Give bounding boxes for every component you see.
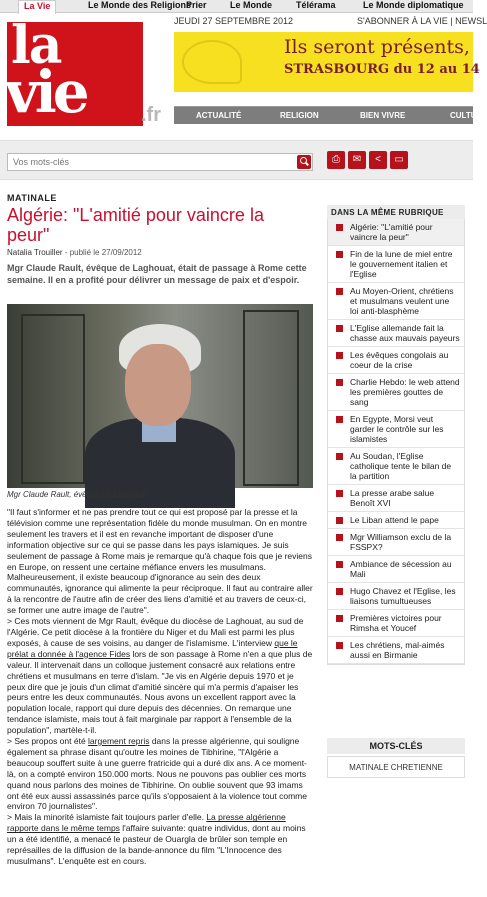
- related-item[interactable]: Fin de la lune de miel entre le gouvernement italien et l'Eglise: [328, 246, 464, 283]
- main-nav: [174, 106, 477, 124]
- related-item[interactable]: Charlie Hebdo: le web attend les premières gouttes de sang: [328, 374, 464, 411]
- nav-bien-vivre[interactable]: BIEN VIVRE: [360, 111, 406, 120]
- photo-caption: Mgr Claude Rault, évêque de Laghouat.: [7, 490, 149, 499]
- la-vie-logo[interactable]: [5, 15, 171, 126]
- related-item[interactable]: Au Soudan, l'Eglise catholique tente le bilan de la partition: [328, 448, 464, 485]
- keyword-tag[interactable]: MATINALE CHRETIENNE: [327, 756, 465, 778]
- banner-leaf-graphic: [182, 40, 242, 84]
- sidebar-heading: DANS LA MÊME RUBRIQUE: [327, 205, 465, 219]
- bullet-icon: [336, 642, 343, 649]
- related-item[interactable]: L'Eglise allemande fait la chasse aux mauvais payeurs: [328, 320, 464, 347]
- article-body: [7, 507, 313, 867]
- bullet-icon: [336, 517, 343, 524]
- article-rubric[interactable]: MATINALE: [7, 193, 57, 203]
- bullet-icon: [336, 588, 343, 595]
- byline: [7, 248, 142, 257]
- bullet-icon: [336, 251, 343, 258]
- bullet-icon: [336, 561, 343, 568]
- logo-suffix: .fr: [141, 104, 161, 126]
- article-title: Algérie: "L'amitié pour vaincre la peur": [7, 205, 264, 245]
- email-icon[interactable]: ✉: [348, 151, 366, 169]
- site-tab-monde-religions[interactable]: Le Monde des Religions: [88, 0, 192, 10]
- related-item[interactable]: Mgr Williamson exclu de la FSSPX?: [328, 529, 464, 556]
- banner-subline: STRASBOURG du 12 au 14: [284, 62, 480, 77]
- bookmark-folder-icon[interactable]: ▭: [390, 151, 408, 169]
- bullet-icon: [336, 615, 343, 622]
- bullet-icon: [336, 352, 343, 359]
- print-icon[interactable]: ⎙: [327, 151, 345, 169]
- nav-culture[interactable]: CULTU: [450, 111, 477, 120]
- related-item[interactable]: Les évêques congolais au coeur de la crise: [328, 347, 464, 374]
- related-item[interactable]: Au Moyen-Orient, chrétiens et musulmans veulent une loi anti-blasphème: [328, 283, 464, 320]
- nav-actualite[interactable]: ACTUALITÉ: [196, 111, 242, 120]
- banner-headline: Ils seront présents,: [284, 36, 470, 58]
- related-item[interactable]: Algérie: "L'amitié pour vaincre la peur": [328, 219, 464, 246]
- bullet-icon: [336, 490, 343, 497]
- related-item[interactable]: En Egypte, Morsi veut garder le contrôle sur les islamistes: [328, 411, 464, 448]
- share-icon[interactable]: <: [369, 151, 387, 169]
- search-icon[interactable]: [297, 155, 311, 169]
- bullet-icon: [336, 224, 343, 231]
- paragraph-4: > Mais la minorité islamiste fait toujours parler d'elle. La presse algérienne rapporte dans le même temps l'affaire suivante: quatre individus, dont au moins un a été identifié, a menacé le pasteur de Ouargla de brûler son temple en représailles de la diffusion de la bande-annonce du film "L'Innocence des musulmans". L'enquête est en cours.: [7, 812, 306, 866]
- site-tab-telerama[interactable]: Télérama: [296, 0, 336, 10]
- presse-algerienne-link[interactable]: La presse algérienne rapporte dans le même temps: [7, 812, 286, 834]
- date: JEUDI 27 SEPTEMBRE 2012: [174, 16, 294, 26]
- bullet-icon: [336, 379, 343, 386]
- nav-religion[interactable]: RELIGION: [280, 111, 319, 120]
- related-item[interactable]: Le Liban attend le pape: [328, 512, 464, 529]
- paragraph-3: > Ses propos ont été largement repris dans la presse algérienne, qui souligne également sa phrase disant qu'outre les moines de Tibhirine, "l'Algérie a beaucoup souffert suite à une guerre fratricide qui a duré dix ans. A ce moment-là, on a compté environ 150.000 morts. Nous ne pouvons pas oublier ces morts quand nous parlons des moines de Tibhirine. On oublie souvent que 93 imams ont été eux aussi assassinés parce qu'ils s'opposaient à la violence tout comme environ 70 journalistes".: [7, 736, 307, 812]
- paragraph-2: > Ces mots viennent de Mgr Rault, évêque du diocèse de Laghouat, au sud de l'Algérie. Ce petit diocèse à la frontière du Niger et du Mali est parmi les plus exposés, à cause de ses voisins, au danger de l'islamisme. L'interview que le prélat a donnée à l'agence Fides lors de son passage à Rome n'en a que plus de valeur. Il intervenait dans un colloque justement consacré aux relations entre chrétiens et musulmans en terre d'islam. "Je vis en Algérie depuis 1970 et je peux dire que je jouis d'un climat d'amitié sincère qui m'a permis d'apaiser les peurs entre les deux communautés. Nous avons un excellent rapport avec la population locale, rapport qui dure depuis des décennies. On remarque une tendance islamiste, mais tout à fait marginale par rapport à l'ensemble de la population", martèle-t-il.: [7, 616, 313, 736]
- site-tab-la-vie[interactable]: La Vie: [18, 0, 56, 14]
- bullet-icon: [336, 534, 343, 541]
- top-site-nav: [0, 0, 473, 13]
- related-item[interactable]: Premières victoires pour Rimsha et Youcef: [328, 610, 464, 637]
- keywords-heading: MOTS-CLÉS: [327, 738, 465, 754]
- article-lead: Mgr Claude Rault, évêque de Laghouat, était de passage à Rome cette semaine. Il en a profité pour délivrer un message de paix et d'espoir.: [7, 263, 307, 285]
- related-item[interactable]: La presse arabe salue Benoît XVI: [328, 485, 464, 512]
- bullet-icon: [336, 325, 343, 332]
- bullet-icon: [336, 453, 343, 460]
- search-input[interactable]: Vos mots-clés: [7, 153, 313, 171]
- logo-text-bottom: vie: [5, 58, 86, 126]
- related-item[interactable]: Hugo Chavez et l'Eglise, les liaisons tumultueuses: [328, 583, 464, 610]
- fides-link[interactable]: que le prélat a donnée à l'agence Fides: [7, 637, 298, 659]
- site-tab-monde-diplo[interactable]: Le Monde diplomatique: [363, 0, 464, 10]
- site-tab-prier[interactable]: Prier: [186, 0, 207, 10]
- subscribe-link[interactable]: S'ABONNER À LA VIE | NEWSL: [357, 16, 487, 26]
- largement-repris-link[interactable]: largement repris: [88, 736, 150, 747]
- related-sidebar: [327, 205, 465, 665]
- article-photo: [7, 304, 313, 488]
- bullet-icon: [336, 288, 343, 295]
- author-link[interactable]: Natalia Trouiller: [7, 248, 63, 257]
- paragraph-1: "Il faut s'informer et ne pas prendre tout ce qui est proposé par la presse et la télévision comme une représentation fidèle du monde musulman. On en montre seulement les travers et il est en revanche important de disposer d'une information objective sur ce qui se passe dans les pays islamiques. Je suis seulement de passage à Rome mais je remarque qu'à chaque fois que je reviens en Europe, on ressent une certaine méfiance envers les musulmans. Malheureusement, il existe beaucoup d'ignorance au sein des deux communautés, ignorance qui alimente la peur réciproque. Il faut au contraire aller à la rencontre de l'autre afin de créer des liens d'amitié et au travers de ceux-ci, se former une autre image de l'autre".: [7, 507, 313, 616]
- logo-text-top: la: [11, 15, 61, 76]
- related-item[interactable]: Les chrétiens, mal-aimés aussi en Birmanie: [328, 637, 464, 664]
- bullet-icon: [336, 416, 343, 423]
- related-list: [327, 219, 465, 665]
- publish-date: - publié le 27/09/2012: [62, 248, 142, 257]
- ad-banner[interactable]: [174, 32, 480, 92]
- related-item[interactable]: Ambiance de sécession au Mali: [328, 556, 464, 583]
- site-tab-le-monde[interactable]: Le Monde: [230, 0, 272, 10]
